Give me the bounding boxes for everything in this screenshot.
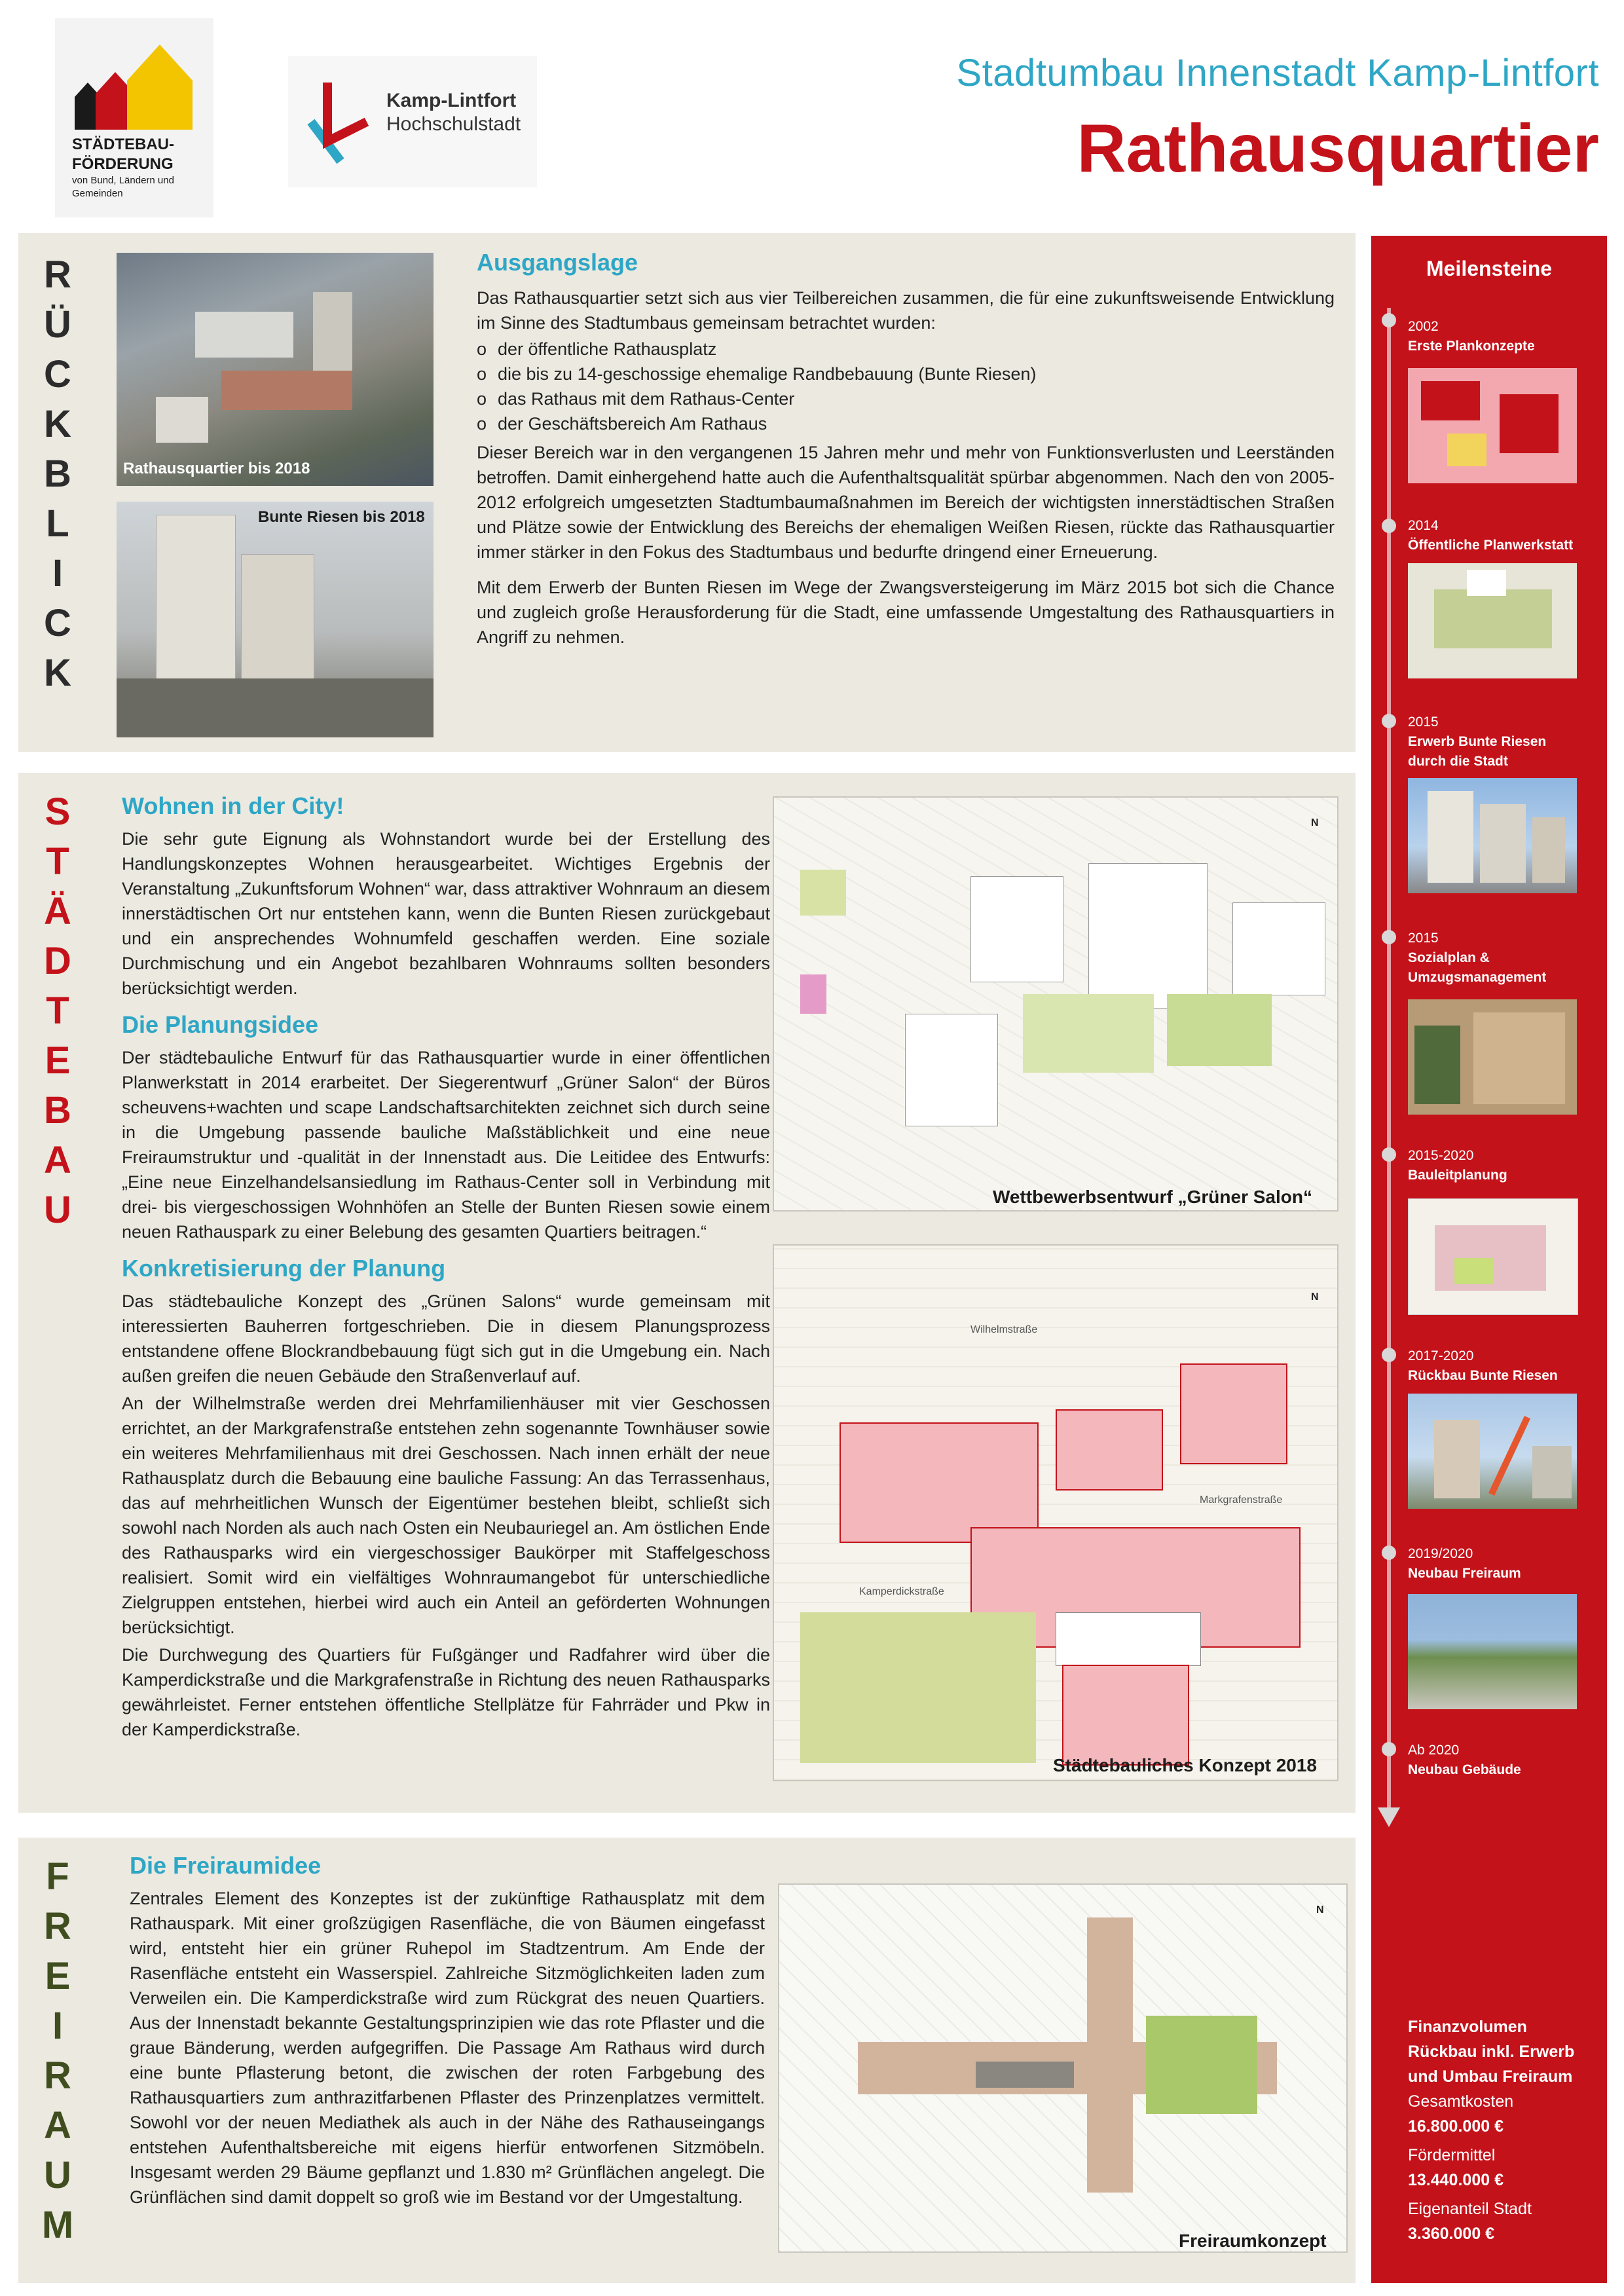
wohnen-text: Die sehr gute Eignung als Wohnstandort wurde bei der Erstellung des Handlungskonzeptes Wohnen herausgearbeitet. Wichtiges Ergebnis der Veranstaltung „Zukunftsforum Wohnen“ war, dass attraktiver Wohnraum an diesem innerstädtischen Ort nur entstehen kann, wenn die Bunten Riesen zurückgebaut und ein ansprechendes Wohnumfeld geschaffen werden. Eine soziale Durchmischung und ein Angebot bezahlbaren Wohnraums sollten besonders berücksichtigt werden. xyxy=(122,829,770,998)
staedtebau-panel xyxy=(18,773,1356,1813)
milestone-6-image xyxy=(1408,1394,1577,1509)
milestone-dot xyxy=(1382,1546,1396,1560)
milestone-5 xyxy=(1408,1146,1507,1185)
planungsidee-text: Der städtebauliche Entwurf für das Rathausquartier wurde in einer öffentlichen Planwerkstatt in 2014 erarbeitet. Der Siegerentwurf „Grüner Salon“ der Büros scheuvens+wachten und scape Landschaftsarchitekten zeichnet sich durch seine in die Umgebung passende bauliche Maßstäblichkeit und eine neue Freiraumstruktur und -qualität in der Innenstadt aus. Die Leitidee des Entwurfs: „Eine neue Einzelhandelsansiedlung im Rathaus-Center soll in Verbindung mit drei- bis viergeschossigen Wohnhöfen an Stelle der Bunten Riesen sowie einem neuen Rathauspark zu einer Belebung des gesamten Quartiers beitragen.“ xyxy=(122,1048,770,1242)
rathausquartier-photo xyxy=(117,253,434,486)
kl-mark-icon xyxy=(301,69,373,174)
milestone-4 xyxy=(1408,929,1572,988)
milestone-8 xyxy=(1408,1741,1521,1780)
logo2-line1: Kamp-Lintfort xyxy=(386,90,517,111)
finance-label-eigenanteil: Eigenanteil Stadt xyxy=(1408,2200,1532,2218)
list-item: o die bis zu 14-geschossige ehemalige Randbebauung (Bunte Riesen) xyxy=(477,361,1335,386)
milestone-1-image xyxy=(1408,368,1577,483)
ausgangslage-list xyxy=(477,337,1335,436)
finance-title: Finanzvolumen Rückbau inkl. Erwerb und Umbau Freiraum xyxy=(1408,2018,1575,2086)
finance-label-foerder: Fördermittel xyxy=(1408,2146,1496,2164)
milestone-label: Rückbau Bunte Riesen xyxy=(1408,1368,1558,1383)
plan3-caption: Freiraumkonzept xyxy=(1179,2231,1327,2251)
konkretisierung-text-1: Das städtebauliche Konzept des „Grünen Salons“ wurde gemeinsam mit interessierten Bauherren fortgeschrieben. Die in diesem Planungsprozess entstandene offene Blockrandbebauung fügt sich gut in die Umgebung ein. Nach außen greifen die neuen Gebäude den Straßenverlauf auf. xyxy=(122,1291,770,1386)
plan2-street-kamperdickstrasse: Kamperdickstraße xyxy=(859,1586,944,1597)
staedtebauliches-konzept-plan xyxy=(773,1244,1338,1781)
staedtebau-vertical-title: S T Ä D T E B A U xyxy=(44,790,71,1231)
logo1-line1: STÄDTEBAU- xyxy=(72,136,174,153)
list-item: o das Rathaus mit dem Rathaus-Center xyxy=(477,386,1335,411)
freiraumidee-heading: Die Freiraumidee xyxy=(130,1852,322,1879)
milestone-year: 2019/2020 xyxy=(1408,1546,1473,1561)
finance-box xyxy=(1408,2014,1591,2246)
milestone-label: Neubau Gebäude xyxy=(1408,1762,1521,1777)
konkretisierung-heading: Konkretisierung der Planung xyxy=(122,1255,446,1282)
wohnen-heading: Wohnen in der City! xyxy=(122,792,344,819)
milestone-dot xyxy=(1382,313,1396,327)
page-title: Rathausquartier xyxy=(1077,111,1599,187)
konkretisierung-text-3: Die Durchwegung des Quartiers für Fußgänger und Radfahrer wird über die Kamperdickstraße und die Markgrafenstraße in Richtung des neuen Rathausparks gewährleistet. Ferner entstehen öffentliche Stellplätze für Fahrräder und Pkw in der Kamperdickstraße. xyxy=(122,1645,770,1739)
rueckblick-vertical-title: R Ü C K B L I C K xyxy=(44,253,71,694)
finance-value-gesamt: 16.800.000 € xyxy=(1408,2117,1504,2136)
milestone-7 xyxy=(1408,1544,1521,1583)
milestone-label: Neubau Freiraum xyxy=(1408,1566,1521,1581)
logo2-line2: Hochschulstadt xyxy=(386,113,521,135)
milestone-dot xyxy=(1382,1348,1396,1362)
milestone-year: 2015 xyxy=(1408,714,1439,730)
finance-value-foerder: 13.440.000 € xyxy=(1408,2171,1504,2189)
photo1-caption: Rathausquartier bis 2018 xyxy=(123,460,310,477)
planungsidee-heading: Die Planungsidee xyxy=(122,1011,319,1038)
milestone-year: 2015 xyxy=(1408,931,1439,946)
milestones-title: Meilensteine xyxy=(1426,257,1553,280)
photo2-caption: Bunte Riesen bis 2018 xyxy=(258,508,425,526)
page-subtitle: Stadtumbau Innenstadt Kamp-Lintfort xyxy=(956,52,1599,94)
milestone-label: Bauleitplanung xyxy=(1408,1168,1507,1183)
plan2-caption: Städtebauliches Konzept 2018 xyxy=(1053,1755,1318,1775)
milestone-label: Sozialplan & Umzugsmanagement xyxy=(1408,950,1547,985)
list-item: o der Geschäftsbereich Am Rathaus xyxy=(477,411,1335,436)
milestone-dot xyxy=(1382,1147,1396,1162)
milestone-7-image xyxy=(1408,1594,1577,1709)
milestone-3 xyxy=(1408,713,1572,771)
milestone-year: 2017-2020 xyxy=(1408,1348,1474,1363)
ausgangslage-paragraph-2: Dieser Bereich war in den vergangenen 15 Jahren mehr und mehr von Funktionsverlusten und Leerständen betroffen. Damit einhergehend hatte auch die Aufenthaltsqualität spürbar abgenommen. Nach den von 2005-2012 erfolgreich umgesetzten Stadtumbaumaßnahmen im Bereich der wichtigsten innerstädtischen Straßen und Plätze sowie der Entwicklung des Bereichs der ehemaligen Weißen Riesen, rückte das Rathausquartier immer stärker in den Fokus des Stadtumbaus und bedurfte dringend einer Erneuerung. xyxy=(477,443,1335,562)
freiraumkonzept-plan xyxy=(778,1883,1348,2253)
milestones-timeline xyxy=(1387,308,1391,1814)
bunte-riesen-photo xyxy=(117,502,434,737)
milestone-dot xyxy=(1382,519,1396,533)
milestone-year: Ab 2020 xyxy=(1408,1743,1460,1758)
milestone-1 xyxy=(1408,317,1535,356)
list-item: o der öffentliche Rathausplatz xyxy=(477,337,1335,361)
plan1-north-label: N xyxy=(1311,817,1319,828)
milestone-label: Öffentliche Planwerkstatt xyxy=(1408,538,1574,553)
milestone-3-image xyxy=(1408,778,1577,893)
freiraum-panel xyxy=(18,1838,1356,2283)
staedtebaufoerderung-logo xyxy=(55,18,213,217)
milestone-year: 2014 xyxy=(1408,518,1439,533)
konkretisierung-text-2: An der Wilhelmstraße werden drei Mehrfamilienhäuser mit vier Geschossen errichtet, an der Markgrafenstraße entstehen zehn sogenannte Townhäuser sowie ein weiteres Mehrfamilienhaus mit drei Geschossen. Nach innen erhält der neue Rathausplatz durch die Bebauung eine bauliche Fassung: An das Terrassenhaus, das auf mehrheitlichen Wunsch der Eigentümer bestehen bleibt, schließt sich sowohl nach Norden als auch nach Osten ein Neubauriegel an. Am östlichen Ende des Rathausparks wird ein viergeschossiger Baukörper mit Staffelgeschoss realisiert. Somit wird ein vielfältiges Wohnraumangebot für unterschiedliche Zielgruppen entstehen, hierbei wird auch ein Anteil an geförderten Wohnungen berücksichtigt. xyxy=(122,1394,770,1637)
logo1-line2: FÖRDERUNG xyxy=(72,155,174,173)
plan2-north-label: N xyxy=(1311,1291,1319,1303)
milestone-year: 2015-2020 xyxy=(1408,1148,1474,1163)
rueckblick-panel xyxy=(18,233,1356,752)
logo1-small: von Bund, Ländern und Gemeinden xyxy=(72,175,174,199)
ausgangslage-paragraph-3: Mit dem Erwerb der Bunten Riesen im Wege der Zwangsversteigerung im März 2015 bot sich die Chance und zugleich große Herausforderung für die Stadt, eine umfassende Umgestaltung des Rathausquartiers in Angriff zu nehmen. xyxy=(477,578,1335,647)
wettbewerbsentwurf-plan xyxy=(773,796,1338,1212)
milestone-dot xyxy=(1382,930,1396,944)
milestone-dot xyxy=(1382,714,1396,728)
milestone-6 xyxy=(1408,1346,1558,1386)
milestone-5-image xyxy=(1408,1198,1578,1315)
milestone-label: Erwerb Bunte Riesen durch die Stadt xyxy=(1408,734,1547,769)
finance-label-gesamt: Gesamtkosten xyxy=(1408,2092,1514,2111)
ausgangslage-heading: Ausgangslage xyxy=(477,249,638,276)
freiraumidee-text: Zentrales Element des Konzeptes ist der zukünftige Rathausplatz mit dem Rathauspark. Mit einer großzügigen Rasenfläche, die von Bäumen eingefasst wird, entsteht hier ein grüner Ruhepol im Stadtzentrum. Am Ende der Rasenfläche entsteht ein Wasserspiel. Zahlreiche Sitzmöglichkeiten laden zum Verweilen ein. Die Kamperdickstraße wird zum Rückgrat des neuen Quartiers. Aus der Innenstadt bekannte Gestaltungsprinzipien wie das rote Pflaster und die graue Bänderung, werden aufgegriffen. Die Passage Am Rathaus wird durch eine bunte Pflasterung betont, die zwischen der roten Farbgebung des Rathausquartiers zum anthrazitfarbenen Pflaster des Prinzenplatzes vermittelt. Sowohl vor der neuen Mediathek als auch in der Nähe des Rathauseingangs entstehen Aufenthaltsbereiche mit eigens hierfür entworfenen Sitzmöbeln. Insgesamt werden 29 Bäume gepflanzt und 1.830 m² Grünflächen angelegt. Die Grünflächen sind damit doppelt so groß wie im Bestand vor der Umgestaltung. xyxy=(130,1889,765,2207)
logo1-text xyxy=(72,135,196,200)
plan3-north-label: N xyxy=(1316,1904,1324,1916)
milestone-2-image xyxy=(1408,563,1577,678)
timeline-arrow-icon xyxy=(1378,1807,1400,1827)
plan2-street-wilhelmstrasse: Wilhelmstraße xyxy=(970,1324,1038,1335)
finance-value-eigenanteil: 3.360.000 € xyxy=(1408,2225,1495,2243)
ausgangslage-intro: Das Rathausquartier setzt sich aus vier Teilbereichen zusammen, die für eine zukunftsweisende Entwicklung im Sinne des Stadtumbaus gemeinsam betrachtet wurden: xyxy=(477,288,1335,333)
freiraum-vertical-title: F R E I R A U M xyxy=(41,1855,74,2246)
houses-logo-icon xyxy=(55,18,213,149)
milestone-2 xyxy=(1408,516,1573,555)
kamp-lintfort-logo xyxy=(288,56,537,187)
plan1-caption: Wettbewerbsentwurf „Grüner Salon“ xyxy=(993,1187,1312,1207)
plan2-street-markgrafenstrasse: Markgrafenstraße xyxy=(1200,1494,1283,1506)
milestone-4-image xyxy=(1408,999,1577,1115)
milestone-year: 2002 xyxy=(1408,319,1439,334)
milestone-label: Erste Plankonzepte xyxy=(1408,339,1535,354)
milestone-dot xyxy=(1382,1742,1396,1756)
